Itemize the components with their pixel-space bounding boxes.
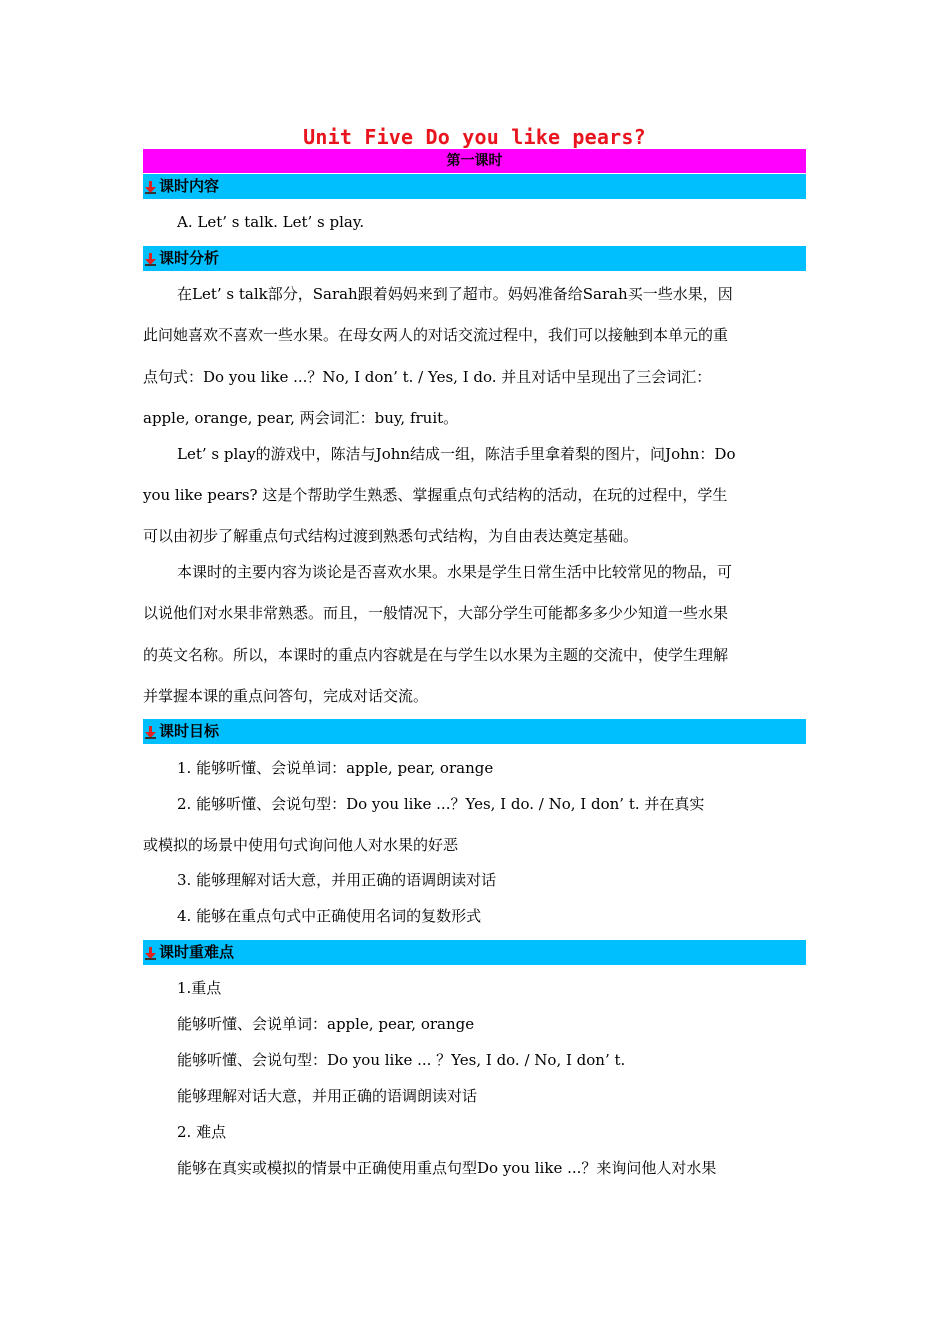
analysis-line: 可以由初步了解重点句式结构过渡到熟悉句式结构，为自由表达奠定基础。: [143, 527, 639, 545]
goal-line: 3. 能够理解对话大意，并用正确的语调朗读对话: [177, 871, 497, 889]
analysis-line: 以说他们对水果非常熟悉。而且，一般情况下，大部分学生可能都多多少少知道一些水果: [143, 604, 729, 622]
goal-line: 或模拟的场景中使用句式询问他人对水果的好恶: [143, 836, 459, 854]
analysis-line: 的英文名称。所以，本课时的重点内容就是在与学生以水果为主题的交流中，使学生理解: [143, 646, 729, 664]
key-point-line: 能够听懂、会说句型：Do you like ... ？Yes, I do. / No, I don’ t.: [177, 1051, 626, 1069]
analysis-line: apple, orange, pear, 两会词汇：buy, fruit。: [143, 409, 459, 427]
analysis-line: 点句式：Do you like ...？No, I don’ t. / Yes, I do. 并且对话中呈现出了三会词汇：: [143, 368, 712, 386]
key-point-line: 能够听懂、会说单词：apple, pear, orange: [177, 1015, 475, 1033]
section-heading-key-points: [143, 940, 806, 965]
section-heading-text: 课时内容: [159, 177, 220, 195]
section-heading-text: 课时分析: [159, 249, 220, 267]
section-heading-analysis: [143, 246, 806, 271]
analysis-line: 并掌握本课的重点问答句，完成对话交流。: [143, 687, 429, 705]
section-bullet-icon: [144, 946, 157, 960]
section-bullet-icon: [144, 180, 157, 194]
section-heading-text: 课时目标: [159, 722, 220, 740]
key-point-line: 1.重点: [177, 979, 222, 997]
document-title: Unit Five Do you like pears?: [303, 125, 646, 149]
analysis-line: Let’ s play的游戏中，陈洁与John结成一组，陈洁手里拿着梨的图片，问John：Do: [177, 445, 736, 463]
content-line: A. Let’ s talk. Let’ s play.: [177, 213, 365, 231]
analysis-line: 此问她喜欢不喜欢一些水果。在母女两人的对话交流过程中，我们可以接触到本单元的重: [143, 326, 729, 344]
analysis-line: 在Let’ s talk部分，Sarah跟着妈妈来到了超市。妈妈准备给Sarah买一些水果，因: [177, 285, 733, 303]
section-bullet-icon: [144, 725, 157, 739]
goal-line: 1. 能够听懂、会说单词：apple, pear, orange: [177, 759, 494, 777]
section-bullet-icon: [144, 252, 157, 266]
key-point-line: 能够在真实或模拟的情景中正确使用重点句型Do you like ...？来询问他人对水果: [177, 1159, 717, 1177]
goal-line: 4. 能够在重点句式中正确使用名词的复数形式: [177, 907, 482, 925]
analysis-line: 本课时的主要内容为谈论是否喜欢水果。水果是学生日常生活中比较常见的物品，可: [177, 563, 733, 581]
goal-line: 2. 能够听懂、会说句型：Do you like ...？Yes, I do. / No, I don’ t. 并在真实: [177, 795, 705, 813]
lesson-bar: 第一课时: [143, 149, 806, 173]
key-point-line: 能够理解对话大意，并用正确的语调朗读对话: [177, 1087, 478, 1105]
analysis-line: you like pears? 这是个帮助学生熟悉、掌握重点句式结构的活动，在玩的过程中，学生: [143, 486, 728, 504]
section-heading-text: 课时重难点: [159, 943, 235, 961]
section-heading-goals: [143, 719, 806, 744]
section-heading-content: [143, 174, 806, 199]
key-point-line: 2. 难点: [177, 1123, 227, 1141]
